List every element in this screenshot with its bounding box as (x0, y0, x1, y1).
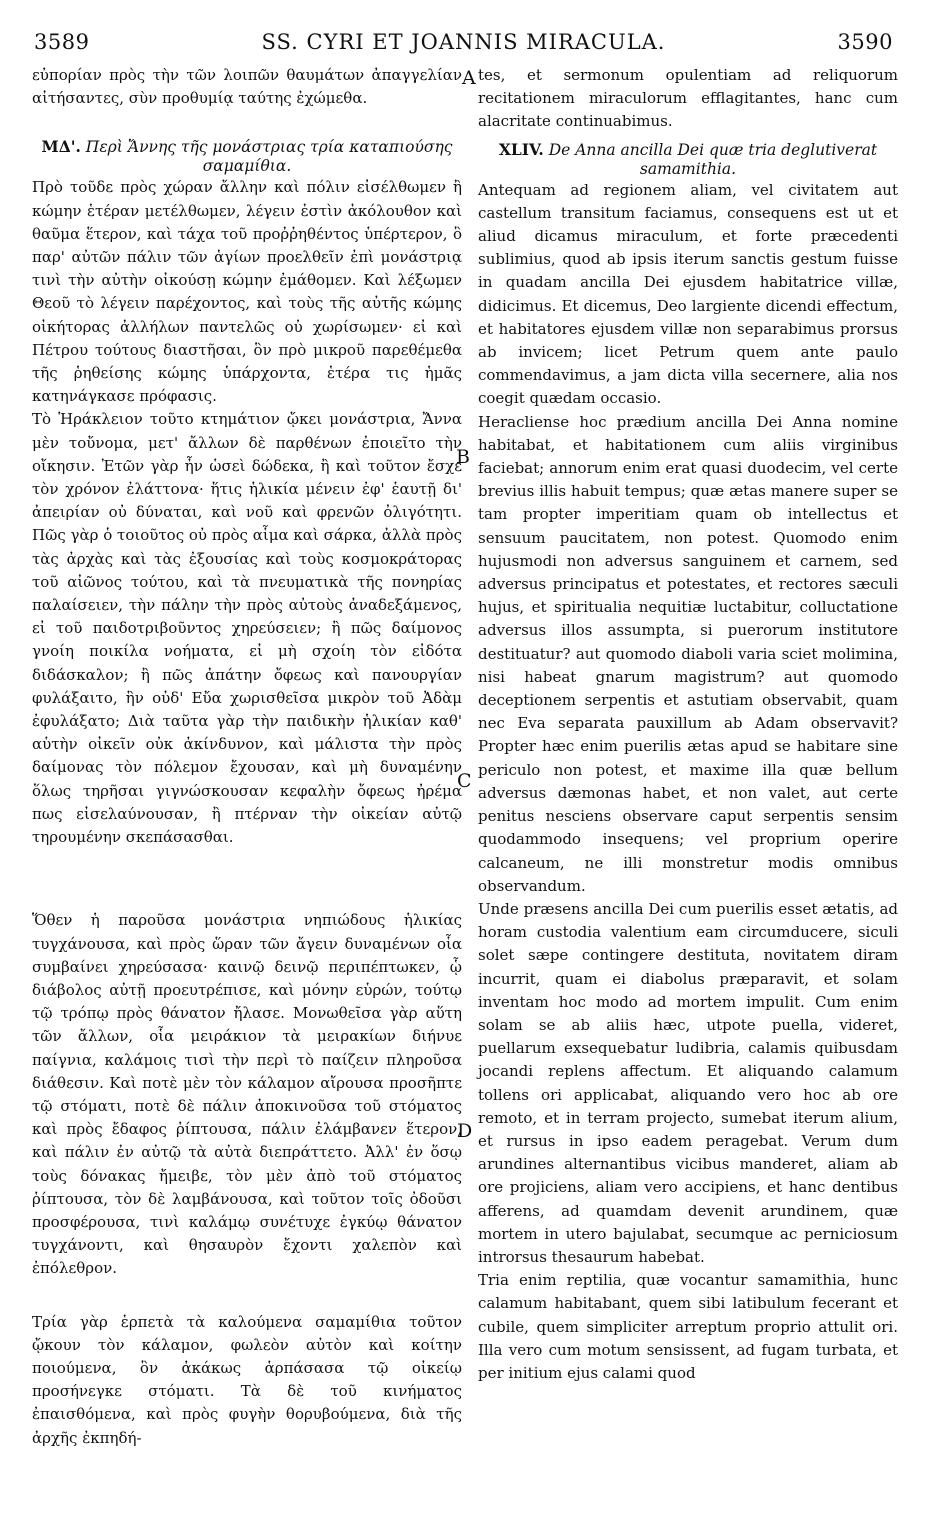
greek-paragraph: Τὸ Ἡράκλειον τοῦτο κτημάτιον ᾤκει μονάστρια, Ἄννα μὲν τοὔνομα, μετ' ἄλλων δὲ παρθένων ἐποιεῖτο τὴν οἴκησιν. Ἐτῶν γὰρ ἦν ὡσεὶ δώδεκα, ἢ καὶ τοῦτον ἔσχε τὸν χρόνον ἐλάττονα· ἥτις ἡλικία μένειν ἐφ' ἑαυτῇ δι' ἀπειρίαν οὐ δύναται, καὶ νοῦ καὶ φρενῶν ὀλιγότητι. Πῶς γὰρ ὁ τοιοῦτος οὐ πρὸς αἷμα καὶ σάρκα, ἀλλὰ πρὸς τὰς ἀρχὰς καὶ τὰς ἐξουσίας καὶ τοὺς κοσμοκράτορας τοῦ αἰῶνος τούτου, καὶ τὰ πνευματικὰ τῆς πονηρίας παλαίσειεν, τὴν πάλην τὴν πρὸς αὐτοὺς ἀναδεξάμενος, εἰ τοῦ παιδοτριβοῦντος χηρεύσειεν; ἢ πῶς δαίμονος γνοίη ποικίλα νοήματα, εἰ μὴ σχοίη τὸν εἰδότα διδάσκαλον; ἢ πῶς ἀπάτην ὄφεως καὶ πανουργίαν φυλάξαιτο, ἣν οὐδ' Εὔα χωρισθεῖσα μικρὸν τοῦ Ἀδὰμ ἐφυλάξατο; Διὰ ταῦτα γὰρ τὴν παιδικὴν ἡλικίαν καθ' αὑτὴν οἰκεῖν οὐκ ἀκίνδυνον, καὶ μάλιστα τὴν πρὸς δαίμονας τὸν πόλεμον ἔχουσαν, καὶ μὴ δυναμένην ὅλως τηρῆσαι γιγνώσκουσαν κεφαλὴν ὄφεως ἠρέμα πως εἰσελαύνουσαν, ἢ πτέρναν τὴν οἰκείαν αὐτῷ τηρουμένην σκεπάσασθαι. (32, 410, 462, 847)
greek-chapter-title: Περὶ Ἄννης τῆς μονάστριας τρία καταπιούσης σαμαμίθια. (85, 138, 453, 176)
latin-chapter-number: XLIV. (498, 139, 544, 159)
greek-column (32, 64, 462, 1450)
greek-chapter-number: ΜΔ'. (41, 137, 81, 157)
margin-letter-c: C (457, 770, 472, 792)
latin-paragraph: Antequam ad regionem aliam, vel civitatem aut castellum transitum faciamus, consequens est ut et aliud dicamus miraculum, et forte præcedenti sublimius, quod ab ipsis iterum sanctis gestum fuisse in quadam ancilla Dei ejusdem habitatrice villæ, didicimus. Et dicemus, Deo largiente dicendi effectum, et habitatores ejusdem villæ non separabimus prorsus ab invicem; licet Petrum quem ante paulo commendavimus, a jam dicta villa secernere, alia nos coegit quædam occasio. (478, 180, 898, 408)
greek-intro: εὐπορίαν πρὸς τὴν τῶν λοιπῶν θαυμάτων ἀπαγγελίαν αἰτήσαντες, σὺν προθυμίᾳ ταύτης ἐχώμεθα. (32, 66, 462, 108)
margin-letter-a: A (462, 67, 476, 89)
greek-paragraph: Τρία γὰρ ἑρπετὰ τὰ καλούμενα σαμαμίθια τοῦτον ᾤκουν τὸν κάλαμον, φωλεὸν αὐτὸν καὶ κοίτην ποιούμενα, ὃν ἀκάκως ἁρπάσασα τῷ οἰκείῳ προσήνεγκε στόματι. Τὰ δὲ τοῦ κινήματος ἐπαισθόμενα, καὶ πρὸς φυγὴν θορυβούμενα, διὰ τῆς ἀρχῆς ἐκπηδή- (32, 1312, 462, 1447)
latin-intro: tes, et sermonum opulentiam ad reliquorum recitationem miraculorum efflagitantes, hanc cum alacritate continuabimus. (478, 66, 898, 131)
margin-letter-d: D (457, 1120, 473, 1142)
latin-paragraph: Tria enim reptilia, quæ vocantur samamithia, hunc calamum habitabant, quem sibi latibulum fecerant et cubile, quem simpliciter arreptum proprio attulit ori. Illa vero cum motum sensissent, ad fugam turbata, et per initium ejus calami quod (478, 1271, 898, 1382)
left-column-number: 3589 (34, 30, 90, 54)
latin-paragraph: Unde præsens ancilla Dei cum puerilis esset ætatis, ad horam custodia valentium eam circumducere, siculi solet sæpe contingere destituta, novitatem diram incurrit, quam ei diabolus præparavit, et solam inventam hoc modo ad mortem impulit. Cum enim solam se ab aliis hæc, utpote puella, videret, puellarum exsequebatur ludibria, calamis quibusdam jocandi replens affectum. Et aliquando calamum tollens ori applicabat, aliquando vero hoc ab ore remoto, et in terram projecto, sumebat iterum alium, et rursus in ipso eadem peragebat. Verum dum arundines alternantibus vicibus manderet, aliam ab ore projiciens, aliam vero accipiens, et hanc dentibus afferens, ad quamdam devenit arundinem, quæ mortem in utero bajulabat, secumque ac perniciosum introrsus thesaurum habebat. (478, 899, 898, 1266)
latin-column (478, 64, 898, 1385)
latin-chapter-heading (478, 140, 898, 179)
margin-letter-b: B (456, 446, 470, 468)
latin-paragraph: Heracliense hoc prædium ancilla Dei Anna nomine habitabat, et habitationem cum aliis virginibus faciebat; annorum enim erat quasi duodecim, vel certe brevius illis habuit tempus; quæ ætas manere super se tam propter imperitiam quam ob intellectus et sensuum paucitatem, non potest. Quomodo enim hujusmodi non adversus sanguinem et carnem, sed adversus principatus et potestates, et rectores sæculi hujus, et spiritualia nequitiæ luctabitur, colluctatione adversus illos assumpta, si puerorum institutore destituatur? aut quomodo diaboli varia sciet molimina, nisi habeat gnarum magistrum? aut quomodo deceptionem serpentis et astutiam observabit, quam nec Eva separata pauxillum ab Adam observavit? Propter hæc enim puerilis ætas apud se habitare sine periculo non potest, et maxime illa quæ bellum adversus dæmonas habet, et non valet, aut certe penitus nesciens observare caput serpentis sensim quodammodo insequens; vel proprium operire calcaneum, ne illi monstretur modis omnibus observandum. (478, 412, 898, 895)
running-title: SS. CYRI ET JOANNIS MIRACULA. (261, 30, 666, 54)
page-header (34, 30, 893, 60)
latin-chapter-title: De Anna ancilla Dei quæ tria deglutiverat samamithia. (548, 140, 878, 178)
greek-chapter-heading (32, 137, 462, 176)
greek-paragraph: Πρὸ τοῦδε πρὸς χώραν ἄλλην καὶ πόλιν εἰσέλθωμεν ἢ κώμην ἑτέραν μετέλθωμεν, λέγειν ἐστὶν ἀκόλουθον καὶ θαῦμα ἕτερον, καὶ τάχα τοῦ προῤῥηθέντος ὑπέρτερον, ὃ παρ' αὐτῶν πάλιν τῶν ἁγίων προελθεῖν ἐπὶ μονάστριᾳ τινὶ τὴν αὐτὴν οἰκούσῃ κώμην ἐμάθομεν. Καὶ λέξωμεν Θεοῦ τὸ λέγειν παρέχοντος, καὶ τοὺς τῆς αὐτῆς κώμης οἰκήτορας ἀλλήλων παντελῶς οὐ χωρίσωμεν· εἰ καὶ Πέτρου τούτους διαστῆσαι, ὃν πρὸ μικροῦ παρεθέμεθα τῆς ῥηθείσης κώμης ὑπάρχοντα, ἑτέρα τις ἡμᾶς κατηνάγκασε πρόφασις. (32, 178, 462, 406)
right-column-number: 3590 (837, 30, 893, 54)
greek-paragraph: Ὅθεν ἡ παροῦσα μονάστρια νηπιώδους ἡλικίας τυγχάνουσα, καὶ πρὸς ὥραν τῶν ἄγειν δυναμένων οἷα συμβαίνει χηρεύσασα· καινῷ δεινῷ περιπέπτωκεν, ᾧ διάβολος αὐτῇ προευτρέπισε, καὶ μόνην εὑρών, τούτῳ τῷ τρόπῳ πρὸς θάνατον ἤλασε. Μονωθεῖσα γὰρ αὕτη τῶν ἄλλων, οἷα μειράκιον τὰ μειρακίων διήνυε παίγνια, καλάμοις τισὶ τὴν περὶ τὸ παίζειν πληροῦσα διάθεσιν. Καὶ ποτὲ μὲν τὸν κάλαμον αἴρουσα προσῆπτε τῷ στόματι, ποτὲ δὲ πάλιν ἀποκινοῦσα τοῦ στόματος καὶ πρὸς ἔδαφος ῥίπτουσα, πάλιν ἐλάμβανεν ἕτερον, καὶ πάλιν ἐν αὐτῷ τὰ αὐτὰ διεπράττετο. Ἀλλ' ἐν ὅσῳ τοὺς δόνακας ἤμειβε, τὸν μὲν ἀπὸ τοῦ στόματος ῥίπτουσα, τὸν δὲ λαμβάνουσα, καὶ τοῦτον τοῖς ὀδοῦσι προσφέρουσα, τινὶ καλάμῳ συνέτυχε ἐγκύῳ θάνατον τυγχάνοντι, καὶ θησαυρὸν ἔχοντι χαλεπὸν καὶ ἐπόλεθρον. (32, 911, 462, 1278)
